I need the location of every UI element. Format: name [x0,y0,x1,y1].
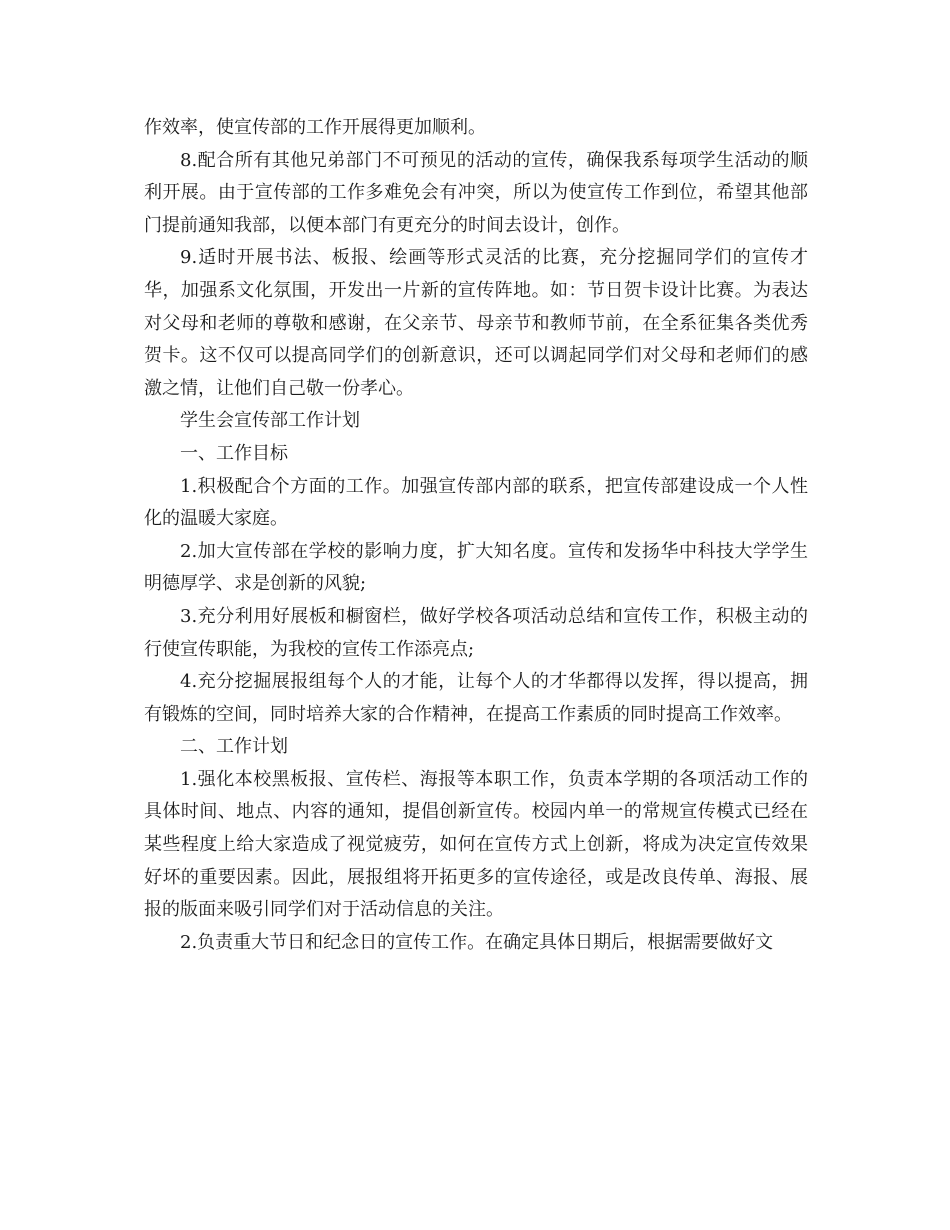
goal-item-2: 2.加大宣传部在学校的影响力度，扩大知名度。宣传和发扬华中科技大学学生明德厚学、求是创新的风貌; [144,540,808,595]
heading-work-plan: 二、工作计划 [180,736,288,758]
paragraph-item-9: 9.适时开展书法、板报、绘画等形式灵活的比赛，充分挖掘同学们的宣传才华，加强系文化氛围，开发出一片新的宣传阵地。如：节日贺卡设计比赛。为表达对父母和老师的尊敬和感谢，在父亲节、母亲节和教师节前，在全系征集各类优秀贺卡。这不仅可以提高同学们的创新意识，还可以调起同学们对父母和老师们的感激之情，让他们自己敬一份孝心。 [144,247,808,399]
plan-item-2: 2.负责重大节日和纪念日的宣传工作。在确定具体日期后，根据需要做好文 [180,931,774,953]
paragraph-item-8: 8.配合所有其他兄弟部门不可预见的活动的宣传，确保我系每项学生活动的顺利开展。由于宣传部的工作多难免会有冲突，所以为使宣传工作到位，希望其他部门提前通知我部，以便本部门有更充分的时间去设计，创作。 [144,149,808,236]
goal-item-3: 3.充分利用好展板和橱窗栏，做好学校各项活动总结和宣传工作，积极主动的行使宣传职能，为我校的宣传工作添亮点; [144,605,808,660]
goal-item-4: 4.充分挖掘展报组每个人的才能，让每个人的才华都得以发挥，得以提高，拥有锻炼的空间，同时培养大家的合作精神，在提高工作素质的同时提高工作效率。 [144,671,808,725]
document-body [144,112,808,959]
section-title: 学生会宣传部工作计划 [180,410,360,432]
heading-work-goals: 一、工作目标 [180,442,288,464]
goal-item-1: 1.积极配合个方面的工作。加强宣传部内部的联系，把宣传部建设成一个人性化的温暖大家庭。 [144,475,808,530]
plan-item-1: 1.强化本校黑板报、宣传栏、海报等本职工作，负责本学期的各项活动工作的具体时间、地点、内容的通知，提倡创新宣传。校园内单一的常规宣传模式已经在某些程度上给大家造成了视觉疲劳，如何在宣传方式上创新，将成为决定宣传效果好坏的重要因素。因此，展报组将开拓更多的宣传途径，或是改良传单、海报、展报的版面来吸引同学们对于活动信息的关注。 [144,768,808,921]
paragraph-continuation: 作效率，使宣传部的工作开展得更加顺利。 [144,117,486,138]
